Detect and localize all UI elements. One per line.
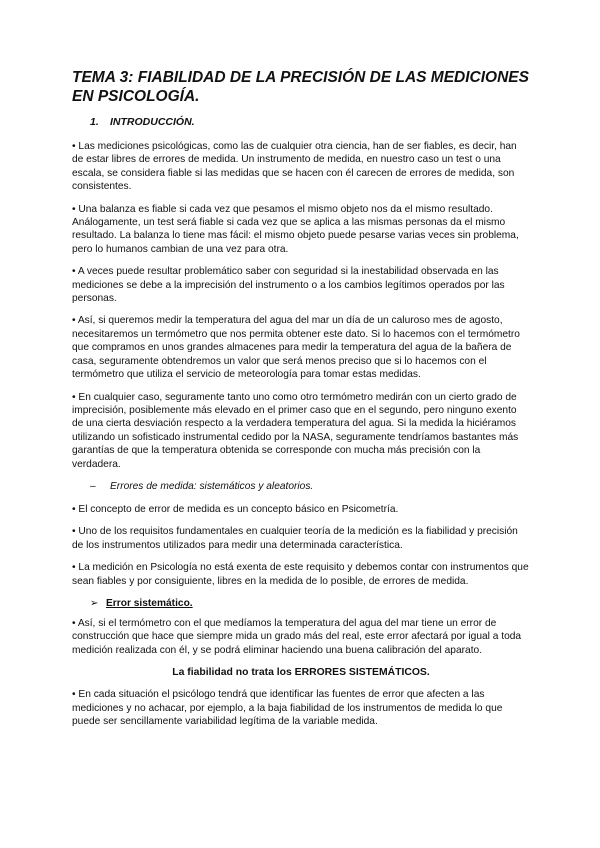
paragraph-error-construccion: • Así, si el termómetro con el que medíamos la temperatura del agua del mar tiene un error de construcción que hace que siempre mida un grado más del real, este error afectará por igual a toda medición realizada con él, y se podrá eliminar haciendo una buena calibración del aparato. xyxy=(72,617,522,656)
paragraph-termometro: • Así, si queremos medir la temperatura del agua del mar un día de un caluroso mes de agosto, necesitaremos un termómetro que nos permita obtener este dato. Si lo hacemos con el termómetro que compramos en unos grandes almacenes para medir la temperatura del agua de la bañera de casa, seguramente obtendremos un valor que será menos preciso que si lo hacemos con el termómetro que utiliza el servicio de meteorología para tomar estas medidas. xyxy=(72,315,520,381)
section-label: INTRODUCCIÓN. xyxy=(110,116,195,128)
paragraph-concepto-error: • El concepto de error de medida es un concepto básico en Psicometría. xyxy=(72,503,399,515)
arrow-bullet-icon: ➢ xyxy=(90,597,99,609)
subheading-errores-de-medida xyxy=(90,480,530,493)
paragraph-medicion-psicologia: • La medición en Psicología no está exenta de este requisito y debemos contar con instrumentos que sean fiables y por consiguiente, libres en la medida de lo posible, de errores de medida. xyxy=(72,562,529,587)
paragraph-mediciones: • Las mediciones psicológicas, como las de cualquier otra ciencia, han de ser fiables, es decir, han de estar libres de errores de medida. Un instrumento de medida, en nuestro caso un test o una escala, se considera fiable si las medidas que se hacen con él carecen de errores de medida, son consistentes. xyxy=(72,141,517,193)
document-page xyxy=(72,68,530,737)
center-statement: La fiabilidad no trata los ERRORES SISTEMÁTICOS. xyxy=(172,667,430,679)
section-number: 1. xyxy=(90,116,99,128)
paragraph-imprecision: • En cualquier caso, seguramente tanto uno como otro termómetro medirán con un cierto grado de imprecisión, posiblemente más elevado en el primer caso que en el segundo, pero ninguno exento de una cierta desviación respecto a la verdadera temperatura del agua. Si la medida la hiciéramos utilizando un sofisticado instrumental cedido por la NASA, seguramente tendríamos bastantes más garantías de que la temperatura obtenida se corresponde con mucha más precisión con la verdadera. xyxy=(72,391,519,470)
subheading-label: Errores de medida: sistemáticos y aleatorios. xyxy=(110,480,314,492)
subheading-label: Error sistemático. xyxy=(106,597,193,609)
paragraph-inestabilidad: • A veces puede resultar problemático saber con seguridad si la inestabilidad observada en las mediciones se debe a la imprecisión del instrumento o a los cambios legítimos operados por las personas. xyxy=(72,266,505,305)
paragraph-balanza: • Una balanza es fiable si cada vez que pesamos el mismo objeto nos da el mismo resultado. Análogamente, un test será fiable si cada vez que se aplica a las mismas personas da el mismo resultado. La balanza lo tiene mas fácil: el mismo objeto puede pesarse varias veces sin problema, pero lo humanos cambian de una vez para otra. xyxy=(72,203,519,255)
subheading-error-sistematico xyxy=(90,597,530,610)
section-heading-introduccion xyxy=(90,116,530,129)
document-title: TEMA 3: FIABILIDAD DE LA PRECISIÓN DE LAS MEDICIONES EN PSICOLOGÍA. xyxy=(72,69,529,105)
paragraph-requisitos: • Uno de los requisitos fundamentales en cualquier teoría de la medición es la fiabilidad y precisión de los instrumentos utilizados para medir una determinada característica. xyxy=(72,526,518,551)
dash-bullet: – xyxy=(90,480,96,492)
paragraph-fuentes-error: • En cada situación el psicólogo tendrá que identificar las fuentes de error que afecten a las mediciones y no achacar, por ejemplo, a la baja fiabilidad de los instrumentos de medida lo que puede ser sencillamente variabilidad legítima de la variable medida. xyxy=(72,689,503,727)
